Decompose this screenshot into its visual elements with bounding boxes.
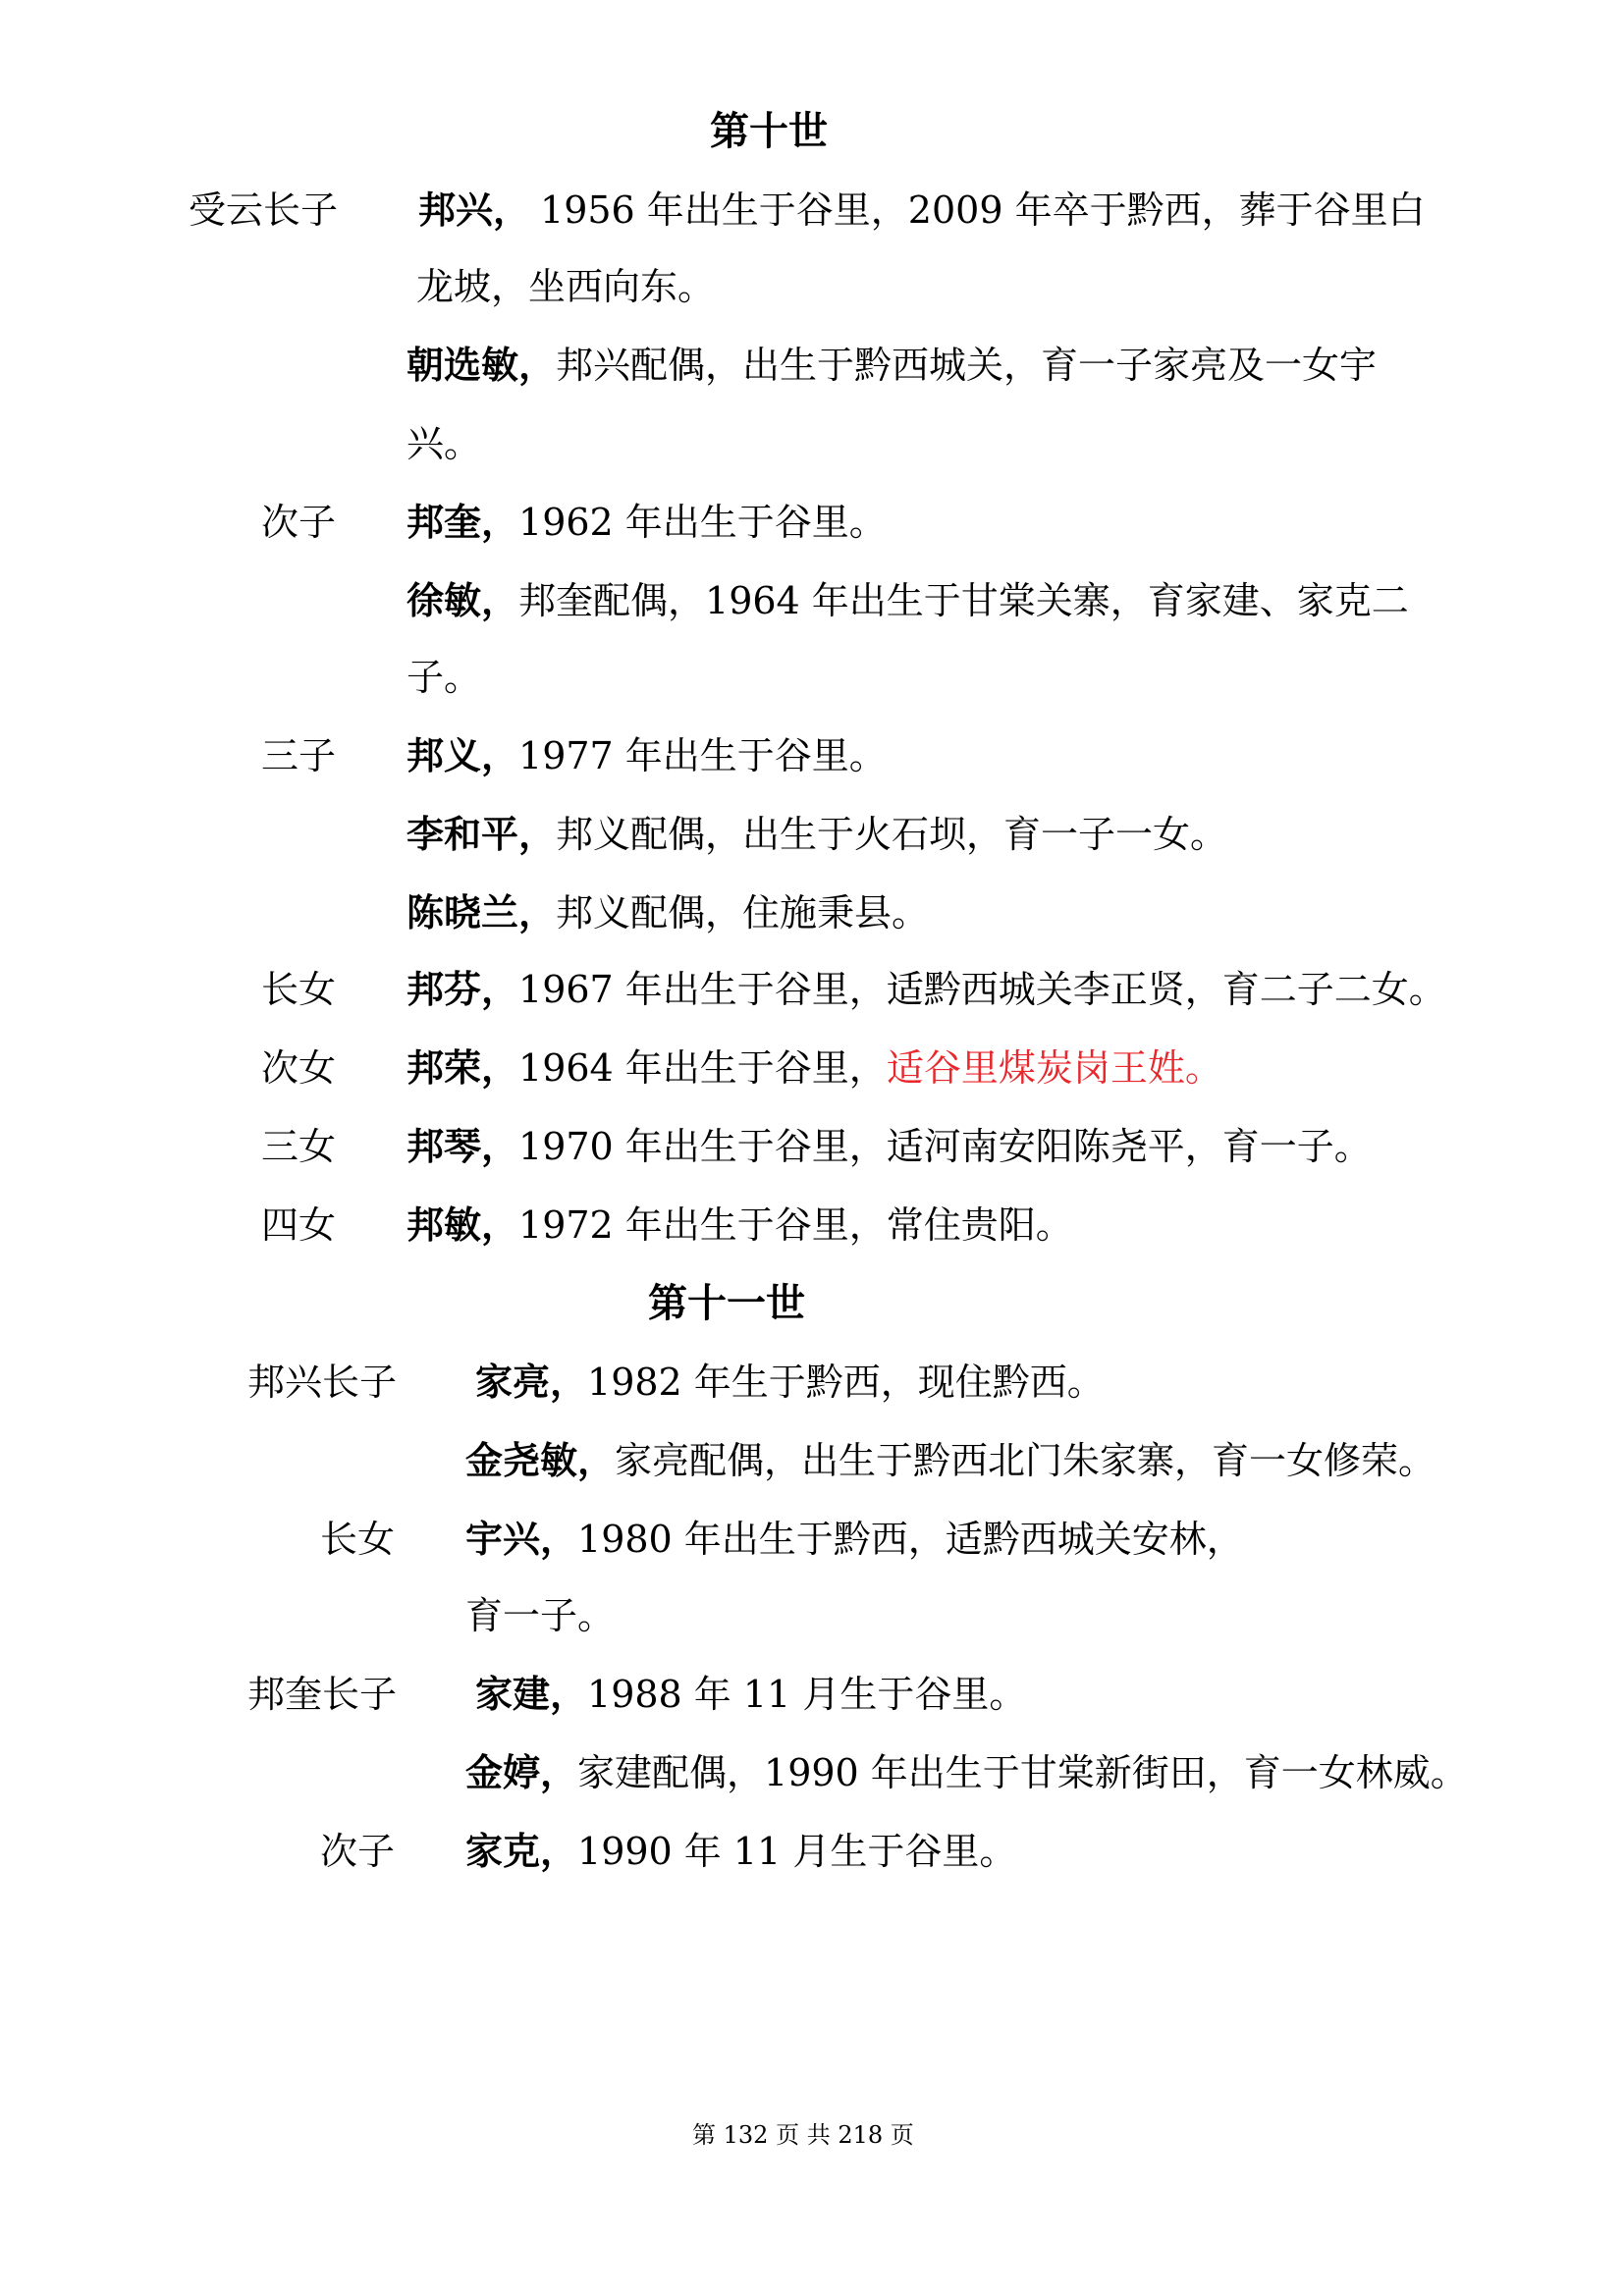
entry-text: 1972 年出生于谷里，常住贵阳。	[518, 1203, 1073, 1247]
entry-text: 邦义配偶，出生于火石坝，育一子一女。	[556, 813, 1228, 856]
relation-label: 长女	[261, 968, 337, 1011]
entry-text: 1982 年生于黔西，现住黔西。	[587, 1361, 1105, 1404]
entry-line	[465, 1749, 1468, 1796]
entry-continuation: 兴。	[406, 422, 482, 465]
highlighted-text: 适谷里煤炭岗王姓。	[886, 1046, 1222, 1090]
person-name: 邦琴，	[406, 1124, 519, 1168]
relation-label: 长女	[320, 1518, 396, 1561]
entry-line	[406, 499, 887, 546]
relation-label: 次女	[261, 1046, 337, 1090]
relation-label: 次子	[261, 501, 337, 544]
entry-line	[465, 1516, 1244, 1563]
person-name: 邦义，	[406, 733, 519, 777]
relation-label: 邦奎长子	[247, 1673, 398, 1716]
relation-label: 三女	[261, 1125, 337, 1168]
person-name: 宇兴，	[465, 1517, 578, 1561]
entry-continuation: 育一子。	[465, 1594, 616, 1637]
person-name: 邦奎，	[406, 500, 519, 544]
entry-line	[406, 1201, 1073, 1249]
entry-line	[406, 1044, 1222, 1092]
entry-text: 家亮配偶，出生于黔西北门朱家寨，育一女修荣。	[615, 1439, 1436, 1482]
entry-line	[406, 1123, 1372, 1170]
person-name: 邦芬，	[406, 967, 519, 1011]
entry-text: 1962 年出生于谷里。	[518, 501, 887, 544]
entry-continuation: 龙坡，坐西向东。	[416, 265, 716, 308]
person-name: 金尧敏，	[465, 1438, 616, 1482]
relation-label: 三子	[261, 734, 337, 777]
person-name: 家克，	[465, 1829, 578, 1873]
entry-text: 家建配偶，1990 年出生于甘棠新街田，育一女林威。	[577, 1751, 1468, 1794]
entry-line	[475, 1359, 1105, 1406]
entry-line	[418, 187, 1426, 234]
person-name: 陈晓兰，	[406, 890, 557, 934]
entry-text: 1964 年出生于谷里，	[518, 1046, 887, 1090]
entry-line	[465, 1828, 1016, 1875]
person-name: 家亮，	[475, 1360, 588, 1404]
entry-line	[475, 1671, 1026, 1718]
entry-text: 1970 年出生于谷里，适河南安阳陈尧平，育一子。	[518, 1125, 1372, 1168]
entry-text: 1956 年出生于谷里，2009 年卒于黔西，葬于谷里白	[540, 188, 1426, 232]
entry-text: 邦义配偶，住施秉县。	[556, 891, 930, 934]
entry-text: 邦兴配偶，出生于黔西城关，育一子家亮及一女宇	[556, 344, 1378, 387]
generation-heading-10: 第十世	[710, 108, 828, 154]
relation-label: 受云长子	[189, 188, 339, 232]
entry-line	[406, 577, 1409, 624]
entry-text: 1988 年 11 月生于谷里。	[587, 1673, 1027, 1716]
person-name: 李和平，	[406, 812, 557, 856]
relation-label: 四女	[261, 1203, 337, 1247]
entry-text: 1967 年出生于谷里，适黔西城关李正贤，育二子二女。	[518, 968, 1446, 1011]
entry-line	[406, 732, 887, 779]
entry-text: 1980 年出生于黔西，适黔西城关安林，	[577, 1518, 1244, 1561]
person-name: 朝选敏，	[406, 343, 557, 387]
person-name: 徐敏，	[406, 578, 519, 622]
entry-continuation: 子。	[406, 656, 482, 699]
person-name: 邦荣，	[406, 1045, 519, 1090]
entry-line	[406, 966, 1446, 1013]
person-name: 邦兴，	[418, 187, 531, 232]
entry-line	[406, 811, 1227, 858]
entry-text: 邦奎配偶，1964 年出生于甘棠关寨，育家建、家克二	[518, 579, 1409, 622]
relation-label: 次子	[320, 1830, 396, 1873]
generation-heading-11: 第十一世	[648, 1280, 805, 1326]
person-name: 邦敏，	[406, 1202, 519, 1247]
person-name: 金婷，	[465, 1750, 578, 1794]
entry-text: 1977 年出生于谷里。	[518, 734, 887, 777]
person-name: 家建，	[475, 1672, 588, 1716]
entry-line	[406, 342, 1377, 389]
entry-line	[406, 889, 929, 936]
entry-line	[465, 1437, 1435, 1484]
relation-label: 邦兴长子	[247, 1361, 398, 1404]
entry-text: 1990 年 11 月生于谷里。	[577, 1830, 1017, 1873]
page-footer: 第 132 页 共 218 页	[692, 2121, 914, 2149]
